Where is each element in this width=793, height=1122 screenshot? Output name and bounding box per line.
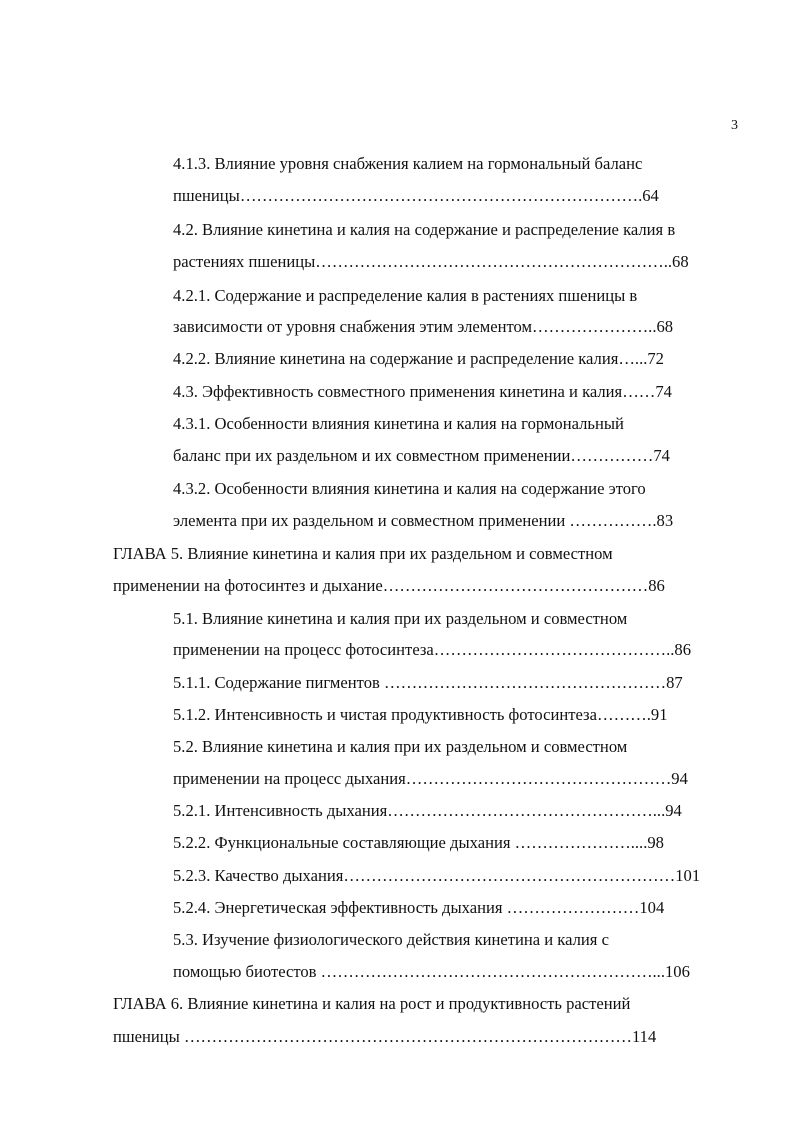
chapter-line: пшеницы ………………………………………………………………………114 [113, 1027, 657, 1046]
toc-line: 4.2. Влияние кинетина и калия на содержание и распределение калия в [173, 220, 676, 239]
chapter-line: применении на фотосинтез и дыхание…………………………………………86 [113, 576, 665, 595]
toc-line: 4.2.2. Влияние кинетина на содержание и распределение калия…...72 [173, 349, 664, 368]
toc-line: 4.3. Эффективность совместного применения кинетина и калия……74 [173, 382, 672, 401]
toc-line: 5.3. Изучение физиологического действия кинетина и калия с [173, 930, 609, 949]
toc-line: 4.3.2. Особенности влияния кинетина и калия на содержание этого [173, 479, 646, 498]
toc-line: 5.2.1. Интенсивность дыхания…………………………………………...94 [173, 801, 682, 820]
page-number: 3 [731, 118, 738, 133]
toc-line: зависимости от уровня снабжения этим элементом…………………..68 [173, 317, 674, 336]
toc-line: 4.2.1. Содержание и распределение калия в растениях пшеницы в [173, 286, 638, 305]
chapter-line: ГЛАВА 5. Влияние кинетина и калия при их раздельном и совместном [113, 544, 613, 563]
chapter-line: ГЛАВА 6. Влияние кинетина и калия на рост и продуктивность растений [113, 994, 631, 1013]
toc-line: 5.2.4. Энергетическая эффективность дыхания ……………………104 [173, 898, 665, 917]
toc-line: 5.1.1. Содержание пигментов ……………………………………………87 [173, 673, 683, 692]
toc-line: 4.3.1. Особенности влияния кинетина и калия на гормональный [173, 414, 624, 433]
toc-line: пшеницы……………………………………………………………….64 [173, 186, 659, 205]
toc-line: растениях пшеницы………………………………………………………..68 [173, 252, 689, 271]
toc-line: 5.2. Влияние кинетина и калия при их раздельном и совместном [173, 737, 628, 756]
toc-line: 5.2.2. Функциональные составляющие дыхания …………………....98 [173, 833, 664, 852]
toc-line: 5.2.3. Качество дыхания……………………………………………………101 [173, 866, 701, 885]
toc-line: применении на процесс фотосинтеза……………………………………..86 [173, 640, 692, 659]
toc-line: элемента при их раздельном и совместном применении …………….83 [173, 511, 674, 530]
toc-line: 5.1. Влияние кинетина и калия при их раздельном и совместном [173, 609, 628, 628]
toc-line: 5.1.2. Интенсивность и чистая продуктивность фотосинтеза……….91 [173, 705, 668, 724]
toc-line: применении на процесс дыхания…………………………………………94 [173, 769, 688, 788]
toc-line: помощью биотестов ……………………………………………………...106 [173, 962, 690, 981]
toc-line: 4.1.3. Влияние уровня снабжения калием на гормональный баланс [173, 154, 643, 173]
toc-line: баланс при их раздельном и их совместном применении……………74 [173, 446, 670, 465]
